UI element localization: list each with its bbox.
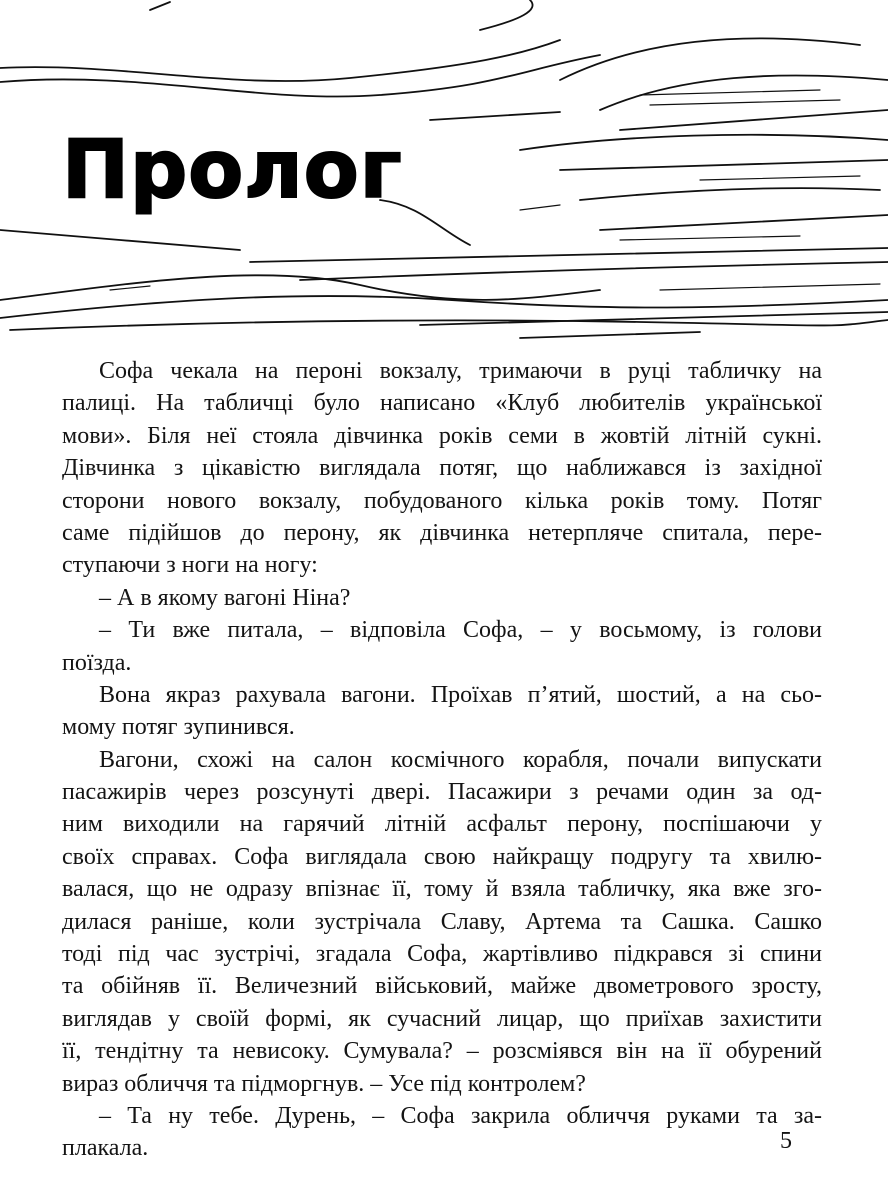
text-line: ним виходили на гарячий літній асфальт перону, поспішаючи у [62,811,822,838]
text-line: ступаючи з ноги на ногу: [62,552,318,579]
text-line: Вона якраз рахувала вагони. Проїхав п’ятий, шостий, а на сьо- [99,681,822,708]
text-line: та обійняв її. Величезний військовий, майже двометрового зросту, [62,973,822,1000]
text-line: мому потяг зупинився. [62,714,295,741]
text-line: саме підійшов до перону, як дівчинка нетерпляче спитала, пере- [62,519,822,546]
page-number: 5 [780,1128,792,1154]
text-line: палиці. На табличці було написано «Клуб любителів української [62,390,822,417]
text-line: валася, що не одразу впізнає її, тому й взяла табличку, яка вже зго- [62,876,822,903]
text-line: – А в якому вагоні Ніна? [99,584,351,611]
text-line: мови». Біля неї стояла дівчинка років семи в жовтій літній сукні. [62,422,822,449]
text-line: вираз обличчя та підморгнув. – Усе під контролем? [62,1070,586,1097]
text-line: дилася раніше, коли зустрічала Славу, Артема та Сашка. Сашко [62,908,822,935]
chapter-title: Пролог [62,123,403,216]
text-line: Вагони, схожі на салон космічного корабля, почали випускати [99,746,822,773]
text-line: – Та ну тебе. Дурень, – Софа закрила обличчя руками та за- [99,1102,822,1129]
text-line: своїх справах. Софа виглядала свою найкращу подругу та хвилю- [62,843,822,870]
text-line: Софа чекала на пероні вокзалу, тримаючи в руці табличку на [99,358,822,384]
chapter-body [62,355,822,1165]
text-line: Дівчинка з цікавістю виглядала потяг, що наближався із західної [62,455,822,482]
text-line: пасажирів через розсунуті двері. Пасажири з речами один за од- [62,779,822,806]
text-line: її, тендітну та невисоку. Сумувала? – розсміявся він на її обурений [62,1038,822,1065]
text-line: – Ти вже питала, – відповіла Софа, – у восьмому, із голови [99,617,822,644]
text-line: тоді під час зустрічі, згадала Софа, жартівливо підкрався зі спини [62,941,822,968]
text-line: плакала. [62,1135,149,1162]
text-line: поїзда. [62,649,132,676]
text-line: виглядав у своїй формі, як сучасний лицар, що приїхав захистити [62,1005,822,1032]
text-line: сторони нового вокзалу, побудованого кілька років тому. Потяг [62,487,822,514]
